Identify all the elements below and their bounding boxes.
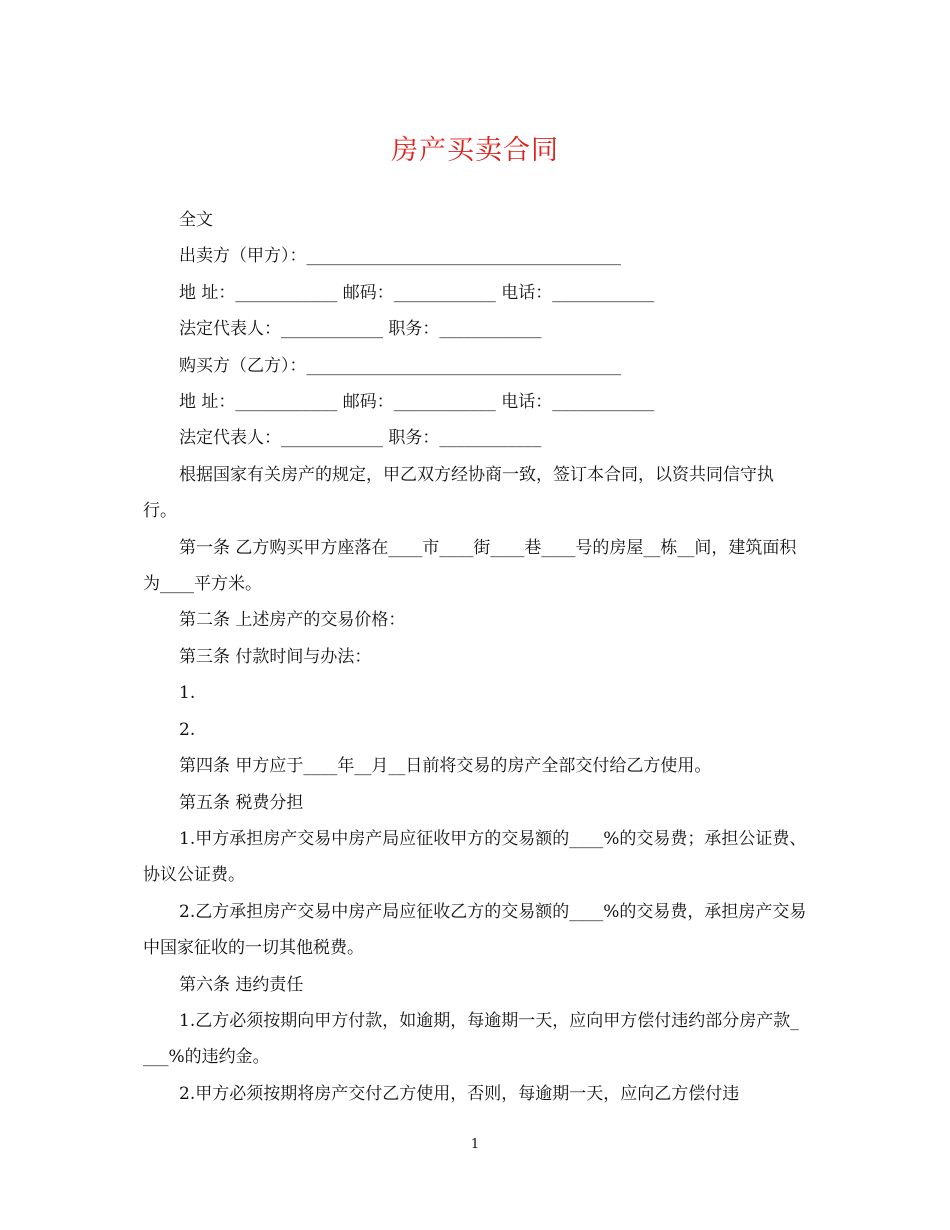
article-5-item-1: 1.甲方承担房产交易中房产局应征收甲方的交易额的____%的交易费；承担公证费、协议公证费。 [143,828,807,886]
article-6-item-2: 2.甲方必须按期将房产交付乙方使用，否则，每逾期一天，应向乙方偿付违 [179,1083,740,1104]
article-5-item-2: 2.乙方承担房产交易中房产局应征收乙方的交易额的____%的交易费，承担房产交易中国家征收的一切其他税费。 [143,901,807,959]
paragraph-heading: 全文 [179,210,213,230]
buyer-representative-line: 法定代表人：____________ 职务：____________ [179,428,542,449]
article-1: 第一条 乙方购买甲方座落在____市____街____巷____号的房屋__栋__间，建筑面积为____平方米。 [143,537,797,595]
preamble-paragraph: 根据国家有关房产的规定，甲乙双方经协商一致，签订本合同，以资共同信守执行。 [143,464,774,522]
buyer-field: 购买方（乙方）：_____________________________________ [179,355,621,376]
document-body [143,202,807,1112]
buyer-address-line: 地 址：____________ 邮码：____________ 电话：____________ [179,392,655,413]
article-5: 第五条 税费分担 [179,792,304,813]
article-6-item-1: 1.乙方必须按期向甲方付款，如逾期，每逾期一天，应向甲方偿付违约部分房产款____%的违约金。 [143,1010,799,1068]
article-4: 第四条 甲方应于____年__月__日前将交易的房产全部交付给乙方使用。 [179,756,712,777]
article-6: 第六条 违约责任 [179,974,304,995]
page-number: 1 [470,1137,480,1152]
seller-field: 出卖方（甲方）：_____________________________________ [179,246,621,267]
article-3-item-2: 2. [179,719,196,740]
document-title: 房产买卖合同 [391,135,559,166]
article-3-item-1: 1. [179,683,196,704]
seller-address-line: 地 址：____________ 邮码：____________ 电话：____________ [179,282,655,303]
article-2: 第二条 上述房产的交易价格： [179,610,406,631]
seller-representative-line: 法定代表人：____________ 职务：____________ [179,319,542,340]
article-3: 第三条 付款时间与办法： [179,646,372,667]
